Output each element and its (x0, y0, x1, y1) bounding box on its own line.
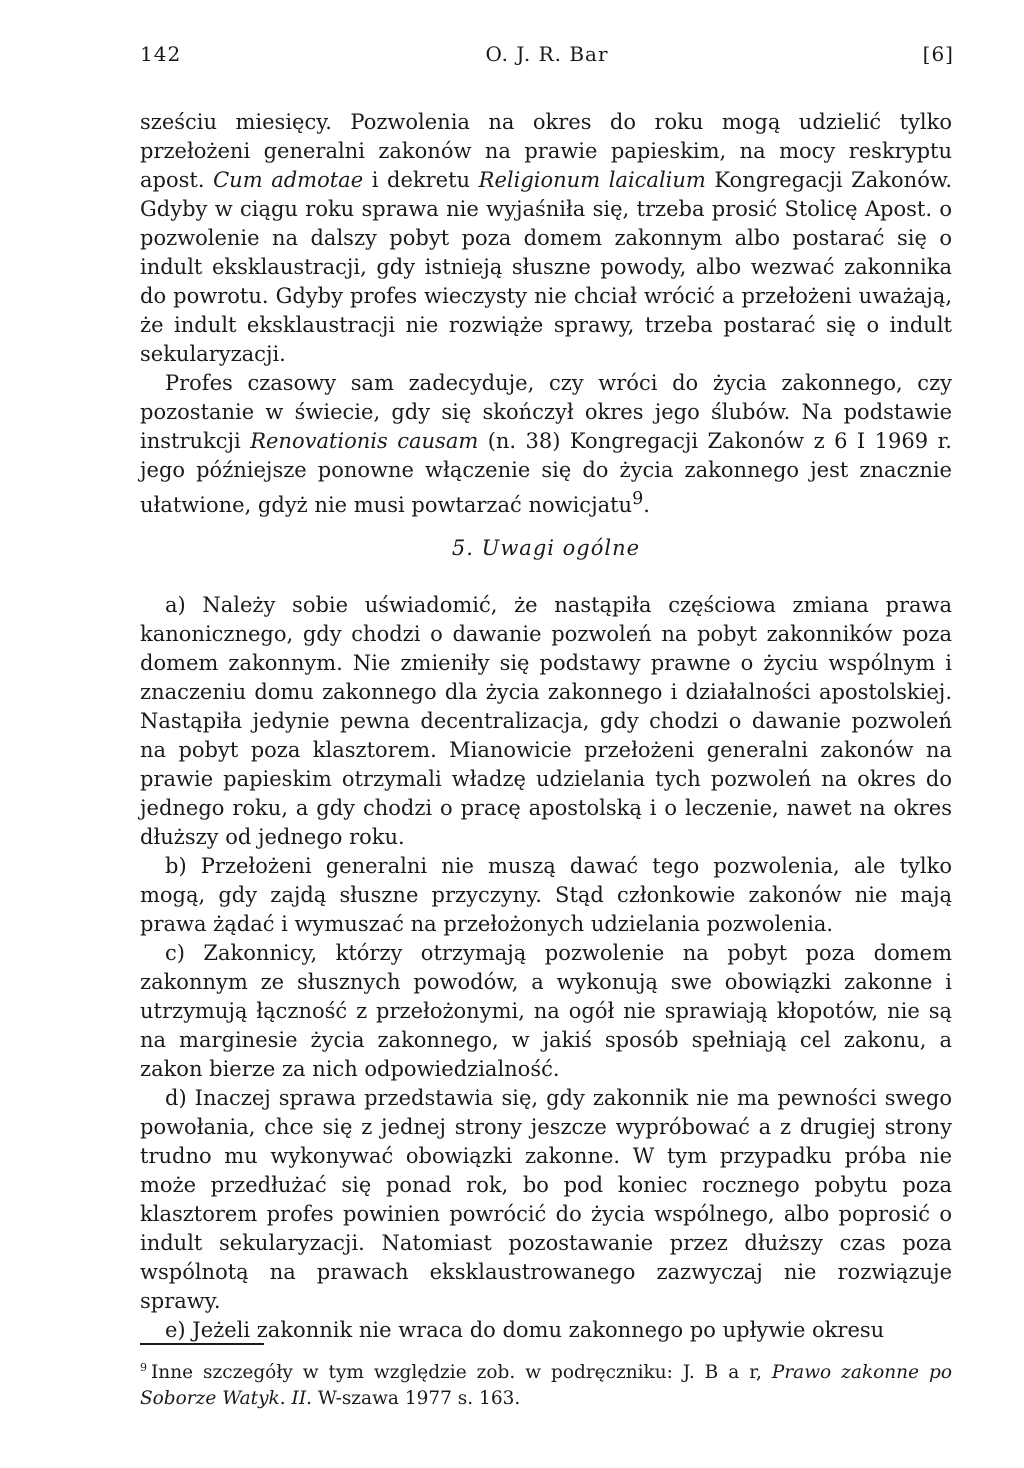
text-run: Kongregacji Zakonów. Gdyby w ciągu roku sprawa nie wyjaśniła się, trzeba prosić Stolicę Apost. o pozwolenie na dalszy pobyt poza domem zakonnym albo postarać się o indult eksklaustracji, gdy istnieją słuszne powody, albo wezwać zakonnika do powrotu. Gdyby profes wieczysty nie chciał wrócić a przełożeni uważają, że indult eksklaustracji nie rozwiąże sprawy, trzeba postarać się o indult sekularyzacji. (140, 168, 952, 366)
text-run: . (643, 493, 650, 517)
page-header (140, 42, 954, 82)
paragraph-b: b) Przełożeni generalni nie muszą dawać tego pozwolenia, ale tylko mogą, gdy zajdą słuszne przyczyny. Stąd członkowie zakonów nie mają prawa żądać i wymuszać na przełożonych udzielania pozwolenia. (140, 854, 952, 936)
paragraph-c: c) Zakonnicy, którzy otrzymają pozwolenie na pobyt poza domem zakonnym ze słusznych powodów, a wykonują swe obowiązki zakonne i utrzymują łączność z przełożonymi, na ogół nie sprawiają kłopotów, nie są na marginesie życia zakonnego, w jakiś sposób spełniają cel zakonu, a zakon bierze za nich odpowiedzialność. (140, 941, 952, 1081)
footnote-mark: 9 (140, 1361, 147, 1374)
body-text-top (140, 108, 952, 520)
italic-text: Religionum laicalium (478, 168, 706, 192)
text-run: Inne szczegóły w tym względzie zob. w podręczniku: J. B a r, (151, 1362, 772, 1384)
body-text-bottom (140, 591, 952, 1345)
italic-text: Cum admotae (213, 168, 364, 192)
paragraph-d: d) Inaczej sprawa przedstawia się, gdy zakonnik nie ma pewności swego powołania, chce się z jednej strony jeszcze wypróbować a z drugiej strony trudno mu wykonywać obowiązki zakonne. W tym przypadku próba nie może przedłużać się ponad rok, bo pod koniec rocznego pobytu poza klasztorem profes powinien powrócić do życia wspólnego, albo poprosić o indult sekularyzacji. Natomiast pozostawanie przez dłuższy czas poza wspólnotą na prawach eksklaustrowanego zazwyczaj nie rozwiązuje sprawy. (140, 1086, 952, 1313)
paragraph (140, 369, 952, 520)
footnote (140, 1355, 952, 1412)
section-heading: 5. Uwagi ogólne (451, 536, 641, 560)
footnote-ref: 9 (632, 489, 644, 509)
text-run: W-szawa 1977 s. 163. (312, 1388, 521, 1410)
text-run: i dekretu (363, 168, 479, 192)
running-head: O. J. R. Bar (485, 42, 609, 66)
text-run: (n. 38) Kongregacji Zakonów z 6 I 1969 r. jego późniejsze ponowne włączenie się do życia zakonnego jest znacznie ułatwione, gdyż nie musi powtarzać nowicjatu (140, 429, 952, 517)
paragraph (140, 108, 952, 369)
page-number: 142 (140, 42, 182, 66)
italic-text: Renovationis causam (250, 429, 479, 453)
footnote-rule (140, 1343, 264, 1345)
footnote-text (140, 1362, 952, 1409)
text-run: Profes czasowy sam zadecyduje, czy wróci do życia zakonnego, czy pozostanie w świecie, gdy się skończył okres jego ślubów. Na podstawie instrukcji (140, 371, 952, 453)
paragraph-e: e) Jeżeli zakonnik nie wraca do domu zakonnego po upływie okresu (165, 1318, 885, 1342)
text-run: sześciu miesięcy. Pozwolenia na okres do roku mogą udzielić tylko przełożeni generalni zakonów na prawie papieskim, na mocy reskryptu apost. (140, 110, 952, 192)
italic-text: Prawo zakonne po Soborze Watyk. II. (140, 1362, 952, 1410)
section-reference: [6] (922, 42, 954, 66)
paragraph-a: a) Należy sobie uświadomić, że nastąpiła częściowa zmiana prawa kanonicznego, gdy chodzi o dawanie pozwoleń na pobyt zakonników poza domem zakonnym. Nie zmieniły się podstawy prawne o życiu wspólnym i znaczeniu domu zakonnego dla życia zakonnego i działalności apostolskiej. Nastąpiła jedynie pewna decentralizacja, gdy chodzi o dawanie pozwoleń na pobyt poza klasztorem. Mianowicie przełożeni generalni zakonów na prawie papieskim otrzymali władzę udzielania tych pozwoleń na okres do jednego roku, a gdy chodzi o pracę apostolską i o leczenie, nawet na okres dłuższy od jednego roku. (140, 593, 952, 849)
